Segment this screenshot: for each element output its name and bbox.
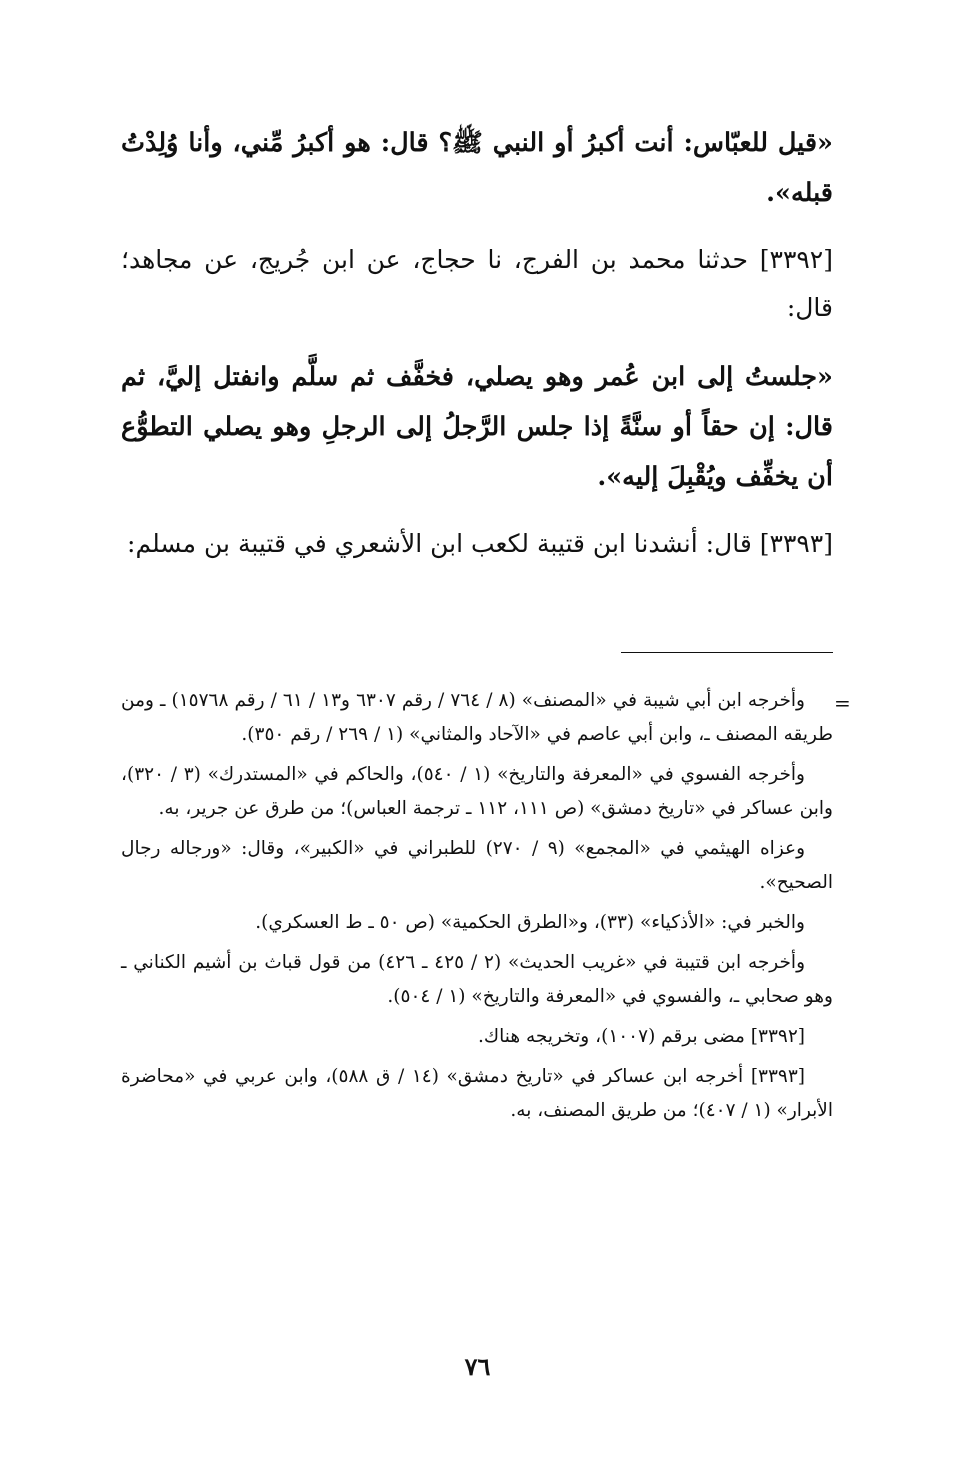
- footnote-item: والخبر في: «الأذكياء» (٣٣)، و«الطرق الحكمية» (ص ٥٠ ـ ط العسكري).: [255, 912, 805, 933]
- footnotes: [121, 684, 833, 1128]
- entry-3393-intro: [٣٣٩٣] قال: أنشدنا ابن قتيبة لكعب ابن الأشعري في قتيبة بن مسلم:: [127, 529, 833, 558]
- quote-ibn-umar: «جلستُ إلى ابن عُمر وهو يصلي، فخفَّف ثم سلَّم وانفتل إليَّ، ثم قال: إن حقاً أو سنَّةً إذا جلس الرَّجلُ إلى الرجلِ وهو يصلي التطوُّع أن يخفِّف ويُقْبِلَ إليه».: [121, 362, 833, 492]
- footnote-continuation-mark: =: [834, 691, 851, 715]
- footnote-divider: [621, 652, 833, 653]
- footnote-item: وأخرجه الفسوي في «المعرفة والتاريخ» (١ / ٥٤٠)، والحاكم في «المستدرك» (٣ / ٣٢٠)، وابن عساكر في «تاريخ دمشق» (ص ١١١، ١١٢ ـ ترجمة العباس)؛ من طرق عن جرير، به.: [121, 764, 833, 819]
- footnote-item: وأخرجه ابن قتيبة في «غريب الحديث» (٢ / ٤٢٥ ـ ٤٢٦) من قول قباث بن أشيم الكناني ـ وهو صحابي ـ، والفسوي في «المعرفة والتاريخ» (١ / ٥٠٤).: [121, 952, 833, 1007]
- page-number: ٧٦: [464, 1352, 491, 1381]
- hadith-3392-chain: [٣٣٩٢] حدثنا محمد بن الفرج، نا حجاج، عن ابن جُريج، عن مجاهد؛ قال:: [121, 245, 833, 322]
- footnote-item: وعزاه الهيثمي في «المجمع» (٩ / ٢٧٠) للطبراني في «الكبير»، وقال: «ورجاله رجال الصحيح».: [121, 838, 833, 893]
- quote-abbas: «قيل للعبّاس: أنت أكبرُ أو النبي ﷺ؟ قال: هو أكبرُ مِّني، وأنا وُلِدْتُ قبله».: [121, 128, 833, 208]
- footnote-item: [٣٣٩٣] أخرجه ابن عساكر في «تاريخ دمشق» (١٤ / ق ٥٨٨)، وابن عربي في «محاضرة الأبرار» (١ / ٤٠٧)؛ من طريق المصنف، به.: [121, 1066, 833, 1121]
- footnote-item: وأخرجه ابن أبي شيبة في «المصنف» (٨ / ٧٦٤ / رقم ٦٣٠٧ و١٣ / ٦١ / رقم ١٥٧٦٨) ـ ومن طريقه المصنف ـ، وابن أبي عاصم في «الآحاد والمثاني» (١ / ٢٦٩ / رقم ٣٥٠).: [121, 690, 833, 745]
- main-text: [121, 118, 833, 568]
- footnote-item: [٣٣٩٢] مضى برقم (١٠٠٧)، وتخريجه هناك.: [478, 1026, 805, 1047]
